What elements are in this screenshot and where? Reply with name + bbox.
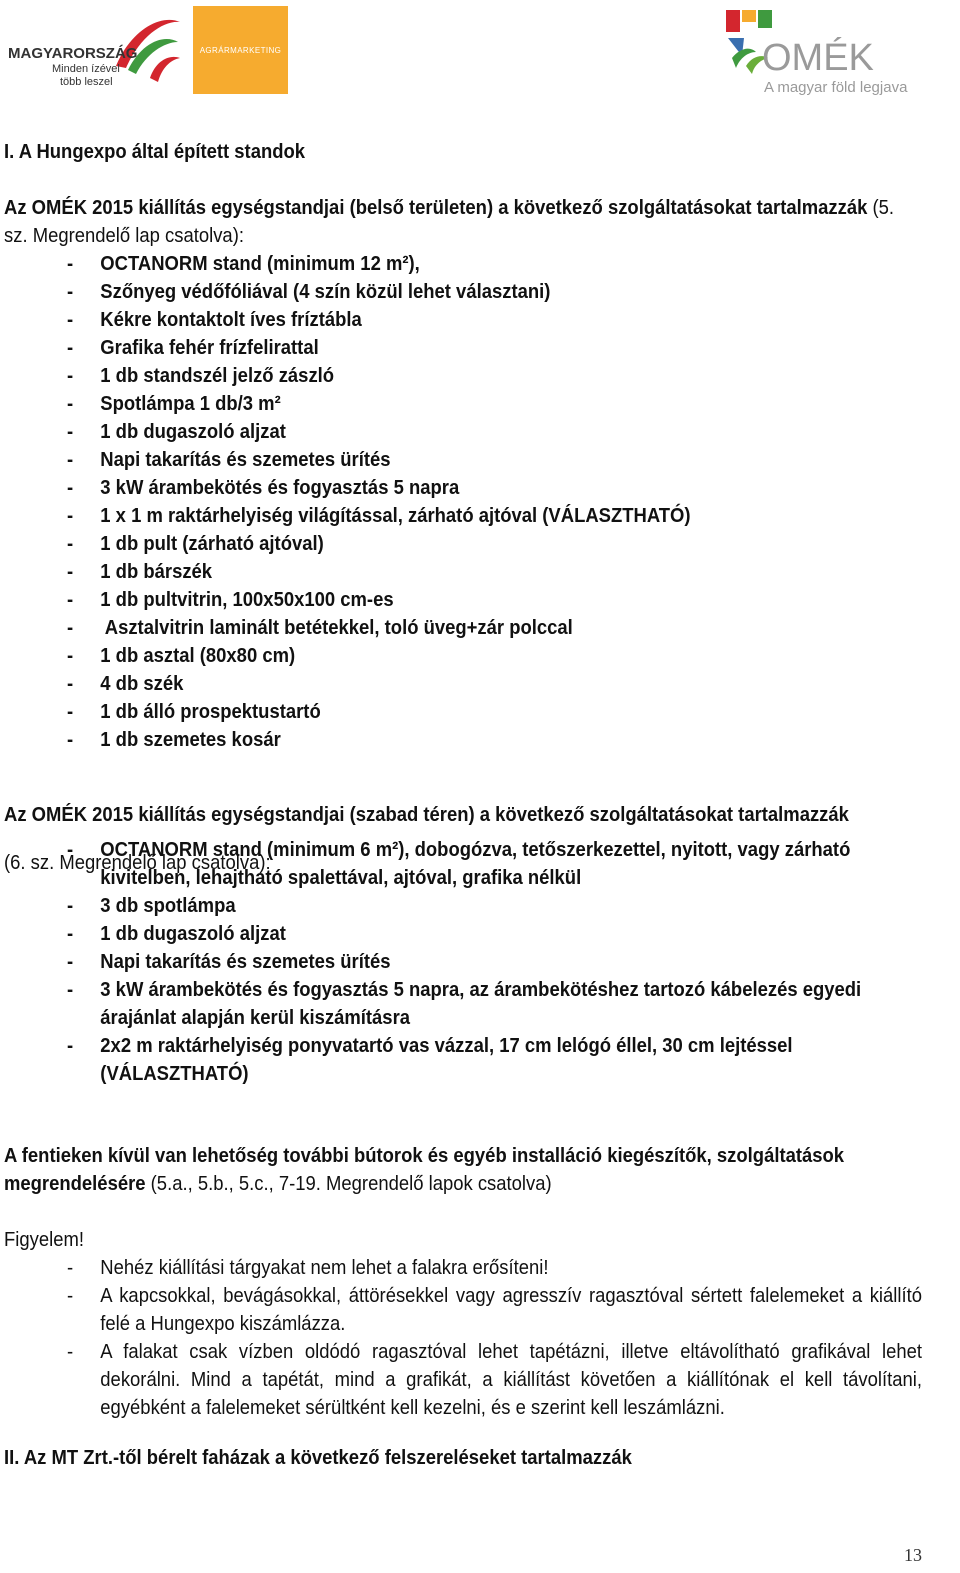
list-item: - Nehéz kiállítási tárgyakat nem lehet a falakra erősíteni!: [4, 1254, 922, 1282]
warning-title: Figyelem!: [4, 1228, 84, 1251]
omek-emblem-icon: [722, 8, 932, 98]
section1-intro-rest: (5. sz. Megrendelő lap csatolva):: [4, 196, 895, 247]
list-item: - 2x2 m raktárhelyiség ponyvatartó vas vázzal, 17 cm lelógó éllel, 30 cm lejtéssel (VÁLASZTHATÓ): [4, 1032, 868, 1088]
section1-heading: I. A Hungexpo által épített standok: [4, 140, 306, 163]
indoor-items-list: [4, 250, 922, 754]
list-item: - Szőnyeg védőfóliával (4 szín közül lehet választani): [4, 278, 922, 306]
list-item: - 3 kW árambekötés és fogyasztás 5 napra: [4, 474, 922, 502]
list-item: - OCTANORM stand (minimum 6 m²), dobogózva, tetőszerkezettel, nyitott, vagy zárható kivitelben, lehajtható spalettával, ajtóval, grafika nélkül: [4, 836, 868, 892]
list-item: - A falakat csak vízben oldódó ragasztóval lehet tapétázni, illetve eltávolítható grafikával lehet dekorálni. Mind a tapétát, mind a grafikát, a kiállítást követően a kiállítónak el kell távolítani, egyébként a falelemeket sérültként kell kezelni, és e szerint kell leszámlázni.: [4, 1338, 922, 1422]
svg-text:MAGYARORSZÁG: MAGYARORSZÁG: [8, 45, 138, 62]
list-item: - Asztalvitrin laminált betétekkel, toló üveg+zár polccal: [4, 614, 922, 642]
list-item: - 1 db bárszék: [4, 558, 922, 586]
warnings-list: [4, 1254, 922, 1422]
magyarorszag-logo: [4, 8, 186, 92]
magyarorszag-swoosh-icon: [4, 8, 186, 92]
list-item: - 1 db szemetes kosár: [4, 726, 922, 754]
omek-logo: [722, 8, 932, 98]
svg-text:Minden ízével: Minden ízével: [52, 63, 120, 75]
list-item: - Napi takarítás és szemetes ürítés: [4, 446, 922, 474]
section1-extra-bold: A fentieken kívül van lehetőség további bútorok és egyéb installáció kiegészítők, szolgáltatások megrendelésére: [4, 1144, 845, 1195]
list-item: - 3 kW árambekötés és fogyasztás 5 napra, az árambekötéshez tartozó kábelezés egyedi árajánlat alapján kerül kiszámításra: [4, 976, 868, 1032]
list-item: - 1 db asztal (80x80 cm): [4, 642, 922, 670]
section1-extra: [4, 1142, 913, 1198]
section1-intro2-rest: (6. sz. Megrendelő lap csatolva):: [4, 851, 271, 874]
list-item: - 1 db dugaszoló aljzat: [4, 418, 922, 446]
section1-intro-bold: Az OMÉK 2015 kiállítás egységstandjai (belső területen) a következő szolgáltatásokat tartalmazzák: [4, 196, 868, 219]
section1-intro2-bold: Az OMÉK 2015 kiállítás egységstandjai (szabad téren) a következő szolgáltatásokat tartalmazzák: [4, 802, 849, 826]
agrarmarketing-logo-text: AGRÁRMARKETING: [199, 46, 282, 55]
list-item: - 1 db pult (zárható ajtóval): [4, 530, 922, 558]
agrarmarketing-logo: [193, 6, 288, 94]
svg-text:A magyar föld legjava: A magyar föld legjava: [764, 79, 908, 96]
section2-heading: II. Az MT Zrt.-től bérelt faházak a következő felszereléseket tartalmazzák: [4, 1446, 632, 1469]
page-number: 13: [904, 1545, 922, 1565]
list-item: - 1 db álló prospektustartó: [4, 698, 922, 726]
outdoor-items-list: [4, 836, 868, 1088]
list-item: - 1 db standszél jelző zászló: [4, 362, 922, 390]
list-item: - OCTANORM stand (minimum 12 m²),: [4, 250, 922, 278]
list-item: - Napi takarítás és szemetes ürítés: [4, 948, 868, 976]
list-item: - Grafika fehér frízfelirattal: [4, 334, 922, 362]
svg-text:több leszel: több leszel: [60, 76, 113, 88]
list-item: - 1 db dugaszoló aljzat: [4, 920, 868, 948]
section1-intro: [4, 194, 922, 250]
list-item: - 3 db spotlámpa: [4, 892, 868, 920]
svg-text:OMÉK: OMÉK: [762, 37, 874, 79]
list-item: - A kapcsokkal, bevágásokkal, áttörésekkel vagy agresszív ragasztóval sértett falelemeket a kiállító felé a Hungexpo kiszámlázza.: [4, 1282, 922, 1338]
list-item: - 1 db pultvitrin, 100x50x100 cm-es: [4, 586, 922, 614]
list-item: - Spotlámpa 1 db/3 m²: [4, 390, 922, 418]
section1-extra-rest: (5.a., 5.b., 5.c., 7-19. Megrendelő lapok csatolva): [145, 1172, 552, 1195]
list-item: - 4 db szék: [4, 670, 922, 698]
list-item: - Kékre kontaktolt íves fríztábla: [4, 306, 922, 334]
list-item: - 1 x 1 m raktárhelyiség világítással, zárható ajtóval (VÁLASZTHATÓ): [4, 502, 922, 530]
